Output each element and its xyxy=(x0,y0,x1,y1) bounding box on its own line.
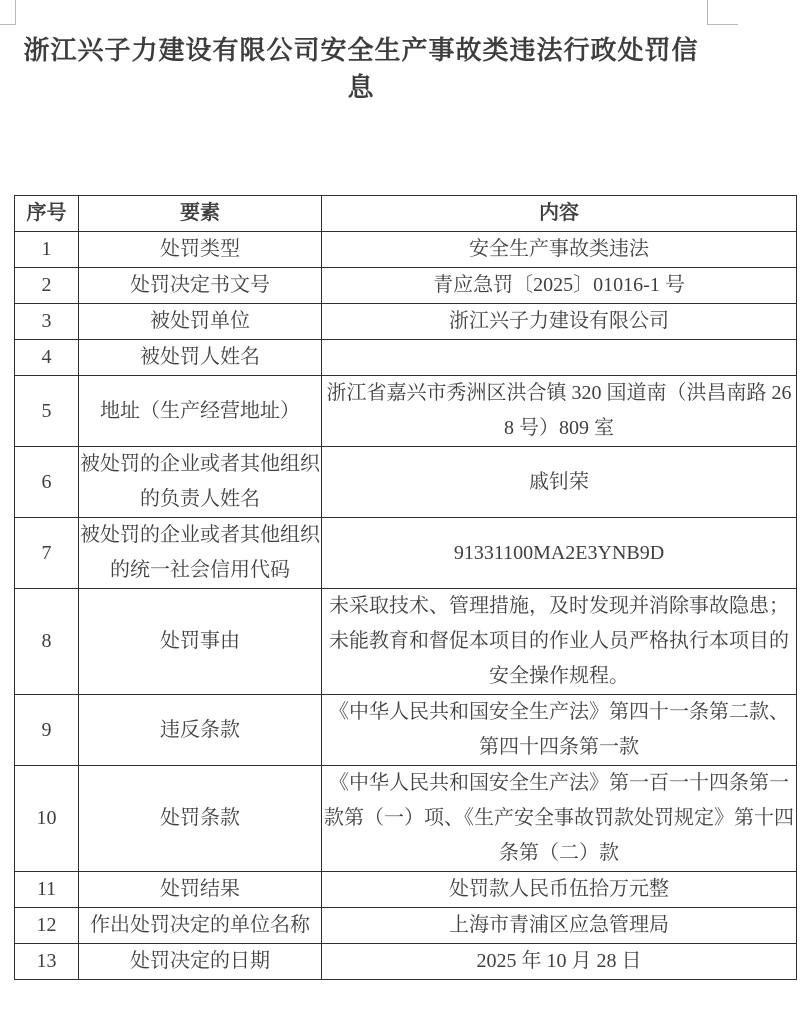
element-cell: 处罚事由 xyxy=(79,589,322,695)
content-cell: 处罚款人民币伍拾万元整 xyxy=(322,872,797,908)
row-number-cell: 13 xyxy=(15,944,79,980)
content-cell: 91331100MA2E3YNB9D xyxy=(322,518,797,589)
column-header-no: 序号 xyxy=(15,196,79,232)
content-cell: 《中华人民共和国安全生产法》第一百一十四条第一款第（一）项、《生产安全事故罚款处罚规定》第十四条第（二）款 xyxy=(322,766,797,872)
content-cell: 青应急罚〔2025〕01016-1 号 xyxy=(322,268,797,304)
table-row xyxy=(15,766,797,872)
element-cell: 处罚结果 xyxy=(79,872,322,908)
row-number-cell: 1 xyxy=(15,232,79,268)
element-cell: 处罚条款 xyxy=(79,766,322,872)
element-cell: 违反条款 xyxy=(79,695,322,766)
table-row xyxy=(15,447,797,518)
table-row xyxy=(15,232,797,268)
content-cell: 《中华人民共和国安全生产法》第四十一条第二款、第四十四条第一款 xyxy=(322,695,797,766)
content-cell: 浙江省嘉兴市秀洲区洪合镇 320 国道南（洪昌南路 268 号）809 室 xyxy=(322,376,797,447)
row-number-cell: 11 xyxy=(15,872,79,908)
table-row xyxy=(15,268,797,304)
content-cell: 未采取技术、管理措施，及时发现并消除事故隐患；未能教育和督促本项目的作业人员严格执行本项目的安全操作规程。 xyxy=(322,589,797,695)
row-number-cell: 5 xyxy=(15,376,79,447)
row-number-cell: 7 xyxy=(15,518,79,589)
table-row xyxy=(15,304,797,340)
table-row xyxy=(15,340,797,376)
row-number-cell: 12 xyxy=(15,908,79,944)
table-row xyxy=(15,695,797,766)
column-header-element: 要素 xyxy=(79,196,322,232)
content-cell: 安全生产事故类违法 xyxy=(322,232,797,268)
row-number-cell: 4 xyxy=(15,340,79,376)
element-cell: 处罚类型 xyxy=(79,232,322,268)
content-cell: 戚钊荣 xyxy=(322,447,797,518)
table-row xyxy=(15,908,797,944)
element-cell: 被处罚的企业或者其他组织的负责人姓名 xyxy=(79,447,322,518)
penalty-table xyxy=(14,195,797,980)
row-number-cell: 6 xyxy=(15,447,79,518)
element-cell: 被处罚人姓名 xyxy=(79,340,322,376)
column-header-content: 内容 xyxy=(322,196,797,232)
page-boundary-mark-top-left xyxy=(0,0,16,25)
element-cell: 被处罚单位 xyxy=(79,304,322,340)
content-cell: 浙江兴子力建设有限公司 xyxy=(322,304,797,340)
content-cell: 上海市青浦区应急管理局 xyxy=(322,908,797,944)
row-number-cell: 10 xyxy=(15,766,79,872)
element-cell: 地址（生产经营地址） xyxy=(79,376,322,447)
table-header-row xyxy=(15,196,797,232)
row-number-cell: 2 xyxy=(15,268,79,304)
content-cell: 2025 年 10 月 28 日 xyxy=(322,944,797,980)
element-cell: 处罚决定书文号 xyxy=(79,268,322,304)
row-number-cell: 9 xyxy=(15,695,79,766)
element-cell: 作出处罚决定的单位名称 xyxy=(79,908,322,944)
row-number-cell: 3 xyxy=(15,304,79,340)
penalty-table-body xyxy=(15,232,797,980)
table-row xyxy=(15,589,797,695)
element-cell: 被处罚的企业或者其他组织的统一社会信用代码 xyxy=(79,518,322,589)
element-cell: 处罚决定的日期 xyxy=(79,944,322,980)
table-row xyxy=(15,518,797,589)
row-number-cell: 8 xyxy=(15,589,79,695)
page-title: 浙江兴子力建设有限公司安全生产事故类违法行政处罚信息 xyxy=(23,35,699,102)
page-boundary-mark-top-right xyxy=(707,0,738,25)
content-cell xyxy=(322,340,797,376)
table-row xyxy=(15,872,797,908)
table-row xyxy=(15,376,797,447)
table-row xyxy=(15,944,797,980)
